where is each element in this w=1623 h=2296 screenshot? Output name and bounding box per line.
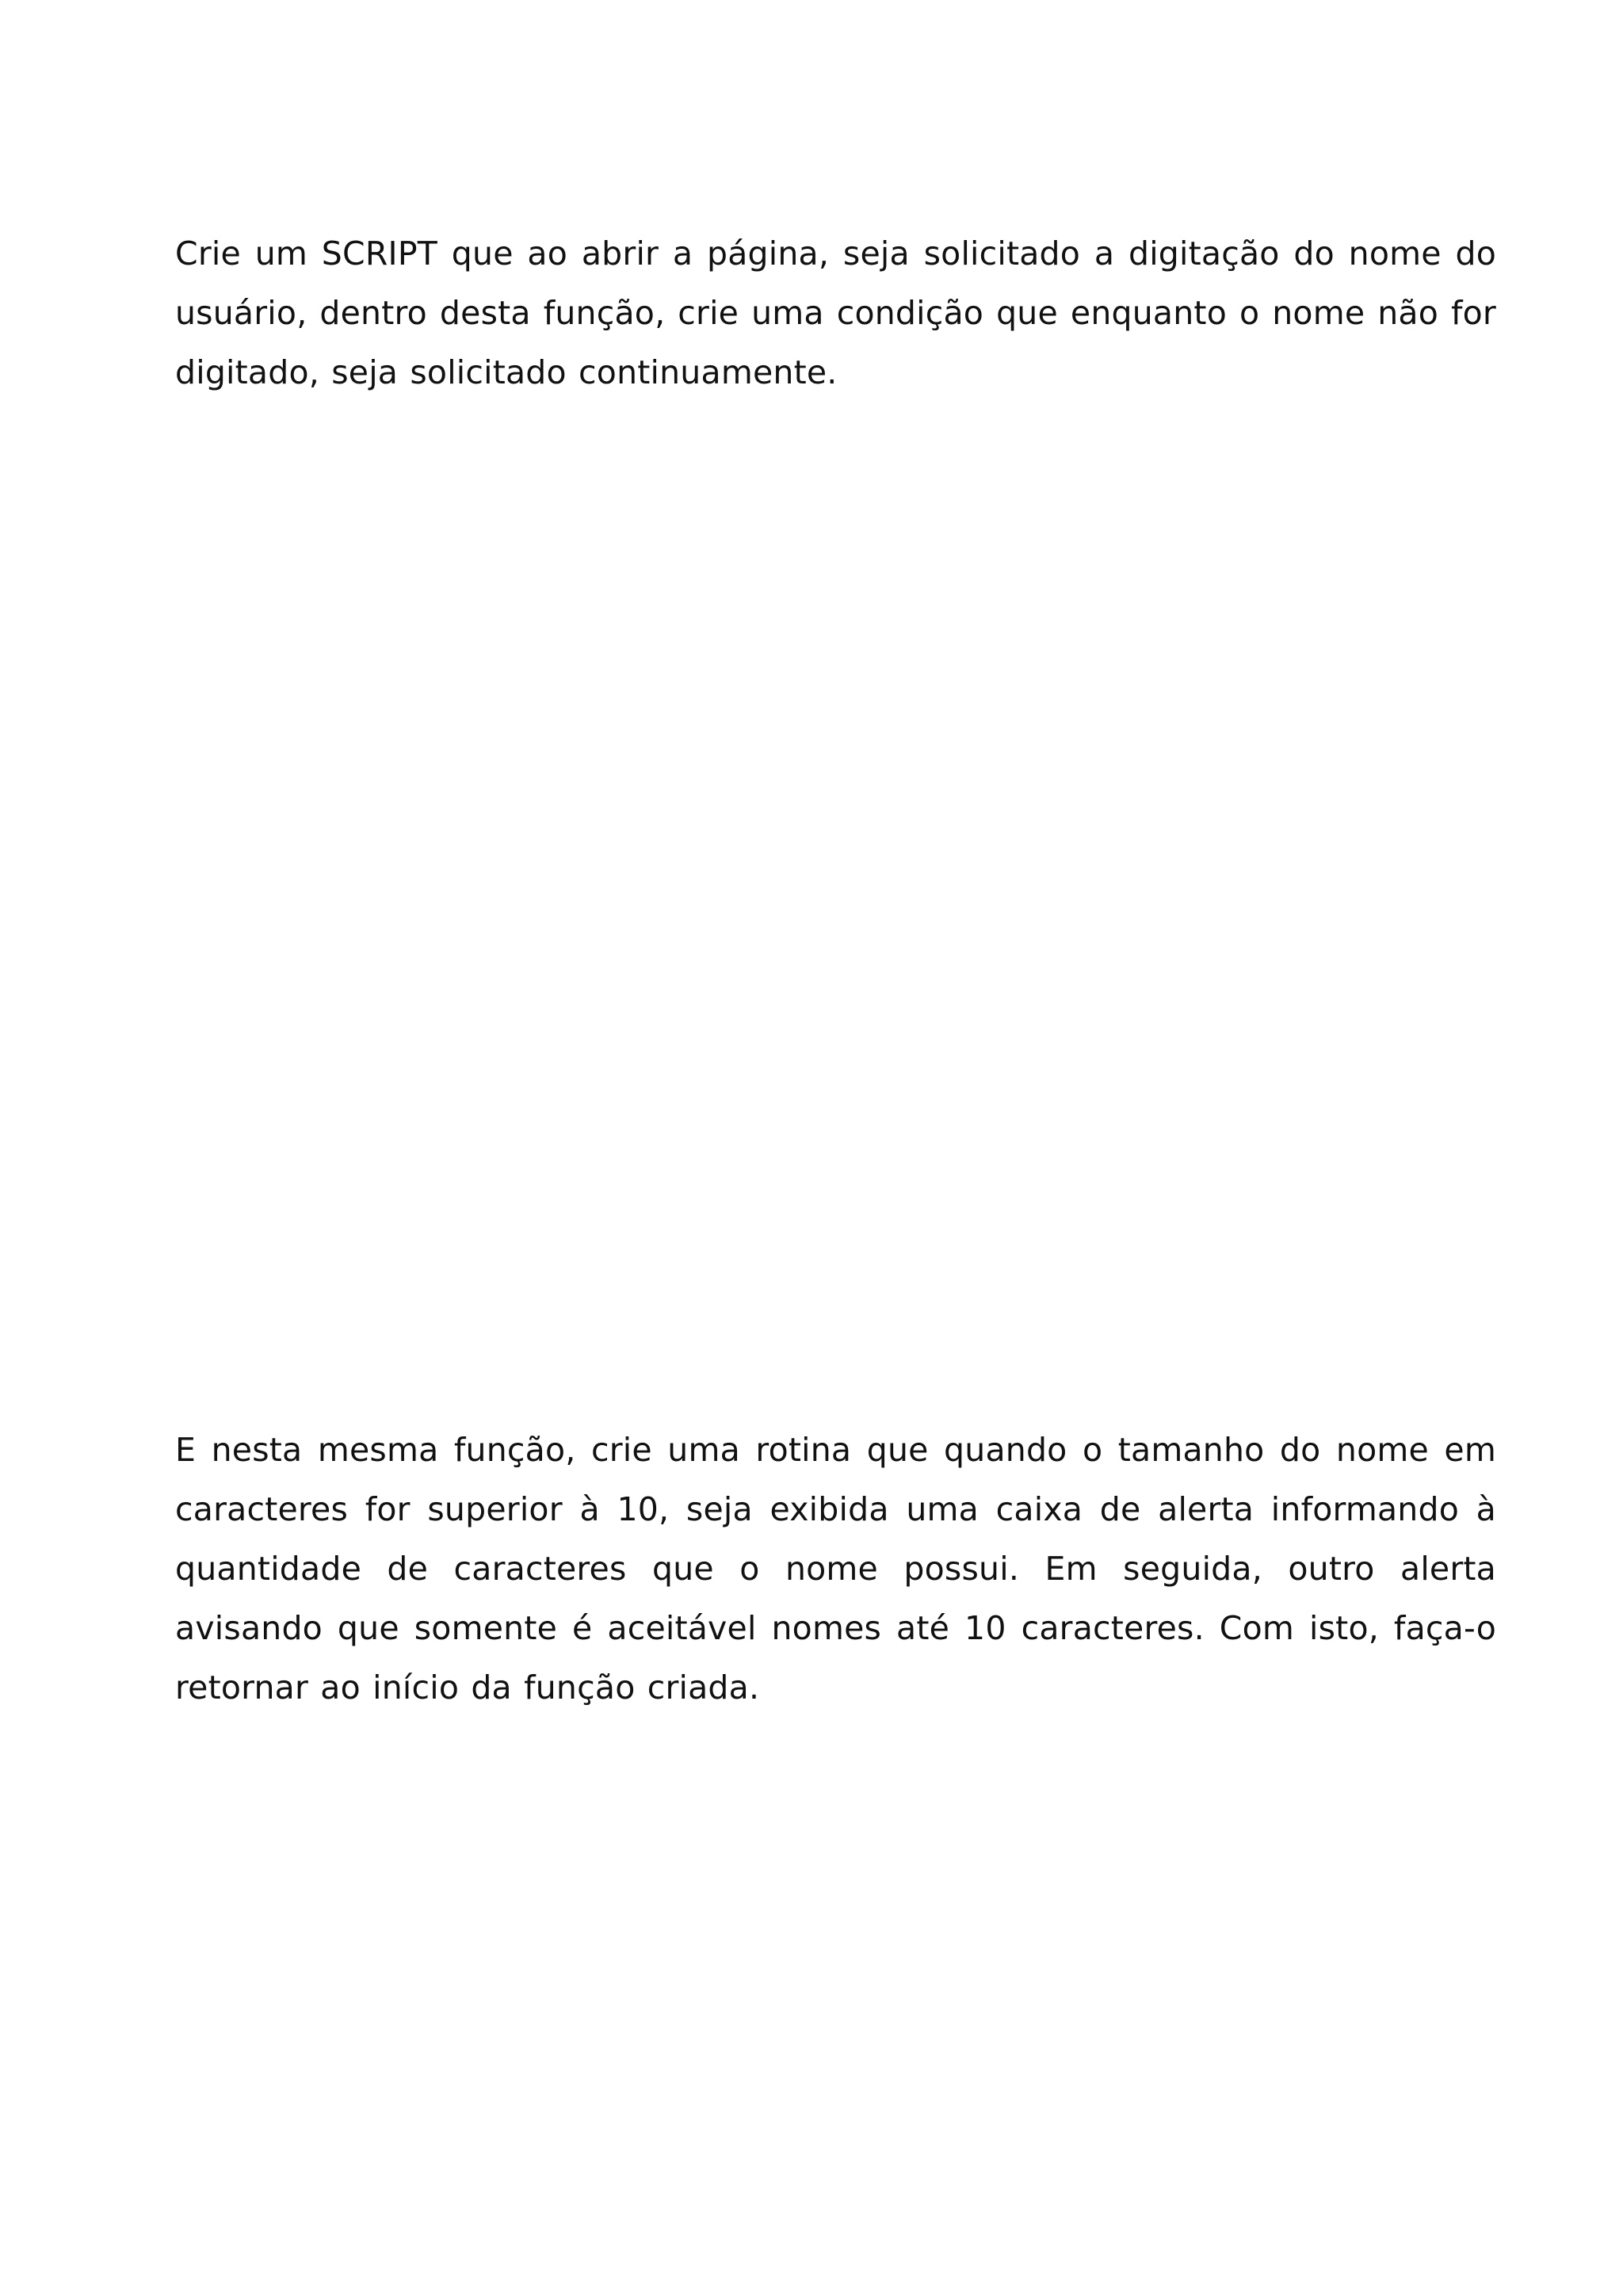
paragraph-instructions-2: E nesta mesma função, crie uma rotina que quando o tamanho do nome em caracteres for superior à 10, seja exibida uma caixa de alerta informando à quantidade de caracteres que o nome possui. Em seguida, outro alerta avisando que somente é aceitável nomes até 10 caracteres. Com isto, faça-o retornar ao início da função criada. xyxy=(175,1431,1496,1707)
paragraph-instructions-1: Crie um SCRIPT que ao abrir a página, seja solicitado a digitação do nome do usuário, dentro desta função, crie uma condição que enquanto o nome não for digitado, seja solicitado continuamente. xyxy=(175,235,1496,391)
